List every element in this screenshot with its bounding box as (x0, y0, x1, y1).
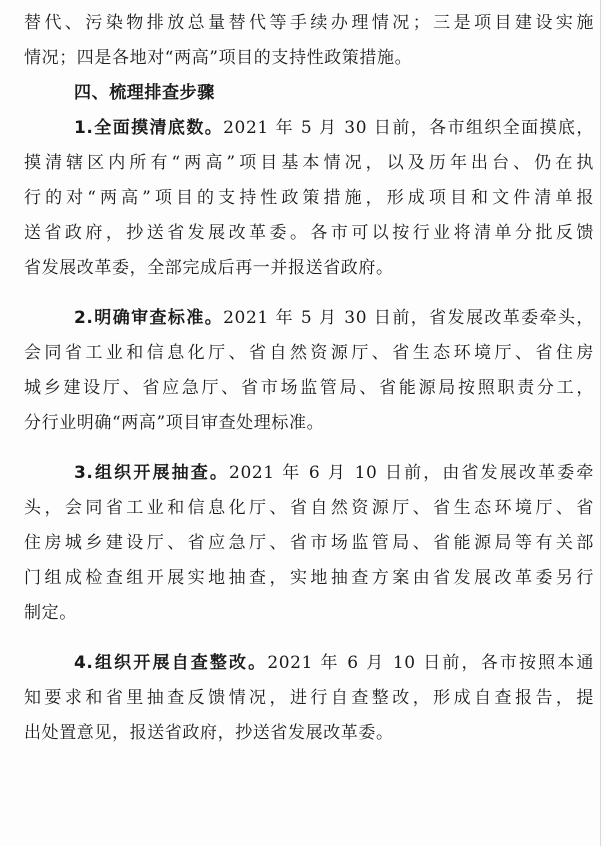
step-first-text: 2021 年 5 月 30 日前，各市组织全面摸底， (223, 118, 594, 138)
text-line: 头，会同省工业和信息化厅、省自然资源厅、省生态环境厅、省 (24, 498, 594, 518)
step-paragraph-4 (24, 646, 594, 751)
intro-paragraph (24, 6, 594, 76)
paragraph-spacer (24, 631, 594, 646)
text-line: 行的对“两高”项目的支持性政策措施，形成项目和文件清单报 (24, 188, 594, 208)
step-paragraph-3 (24, 456, 594, 631)
step-paragraph-2 (24, 301, 594, 441)
text-line: 制定。 (24, 603, 77, 623)
text-line: 省发展改革委，全部完成后再一并报送省政府。 (24, 258, 394, 278)
text-line: 住房城乡建设厅、省应急厅、省市场监管局、省能源局等有关部 (24, 533, 594, 553)
page-edge-divider (600, 0, 601, 846)
step-keyword: 2.明确审查标准。 (74, 308, 224, 328)
section-heading: 四、梳理排查步骤 (74, 83, 215, 103)
text-line: 替代、污染物排放总量替代等手续办理情况；三是项目建设实施 (24, 13, 594, 33)
document-body (24, 6, 594, 751)
step-paragraph-1 (24, 111, 594, 286)
text-line: 摸清辖区内所有“两高”项目基本情况，以及历年出台、仍在执 (24, 153, 594, 173)
step-first-line (24, 111, 594, 146)
text-line: 会同省工业和信息化厅、省自然资源厅、省生态环境厅、省住房 (24, 343, 594, 363)
step-first-line (24, 456, 594, 491)
step-first-text: 2021 年 5 月 30 日前，省发展改革委牵头， (223, 308, 594, 328)
text-line: 城乡建设厅、省应急厅、省市场监管局、省能源局按照职责分工， (24, 378, 594, 398)
text-line: 门组成检查组开展实地抽查，实地抽查方案由省发展改革委另行 (24, 568, 594, 588)
step-first-line (24, 646, 594, 681)
step-first-text: 2021 年 6 月 10 日前，由省发展改革委牵 (229, 463, 594, 483)
paragraph-spacer (24, 441, 594, 456)
text-line: 知要求和省里抽查反馈情况，进行自查整改，形成自查报告，提 (24, 688, 594, 708)
paragraph-spacer (24, 286, 594, 301)
step-keyword: 4.组织开展自查整改。 (74, 653, 268, 673)
step-first-line (24, 301, 594, 336)
step-keyword: 3.组织开展抽查。 (74, 463, 230, 483)
text-line: 情况；四是各地对“两高”项目的支持性政策措施。 (24, 48, 413, 68)
step-keyword: 1.全面摸清底数。 (74, 118, 224, 138)
step-first-text: 2021 年 6 月 10 日前，各市按照本通 (267, 653, 594, 673)
text-line: 送省政府，抄送省发展改革委。各市可以按行业将清单分批反馈 (24, 223, 594, 243)
text-line: 分行业明确“两高”项目审查处理标准。 (24, 413, 325, 433)
text-line: 出处置意见，报送省政府，抄送省发展改革委。 (24, 723, 394, 743)
